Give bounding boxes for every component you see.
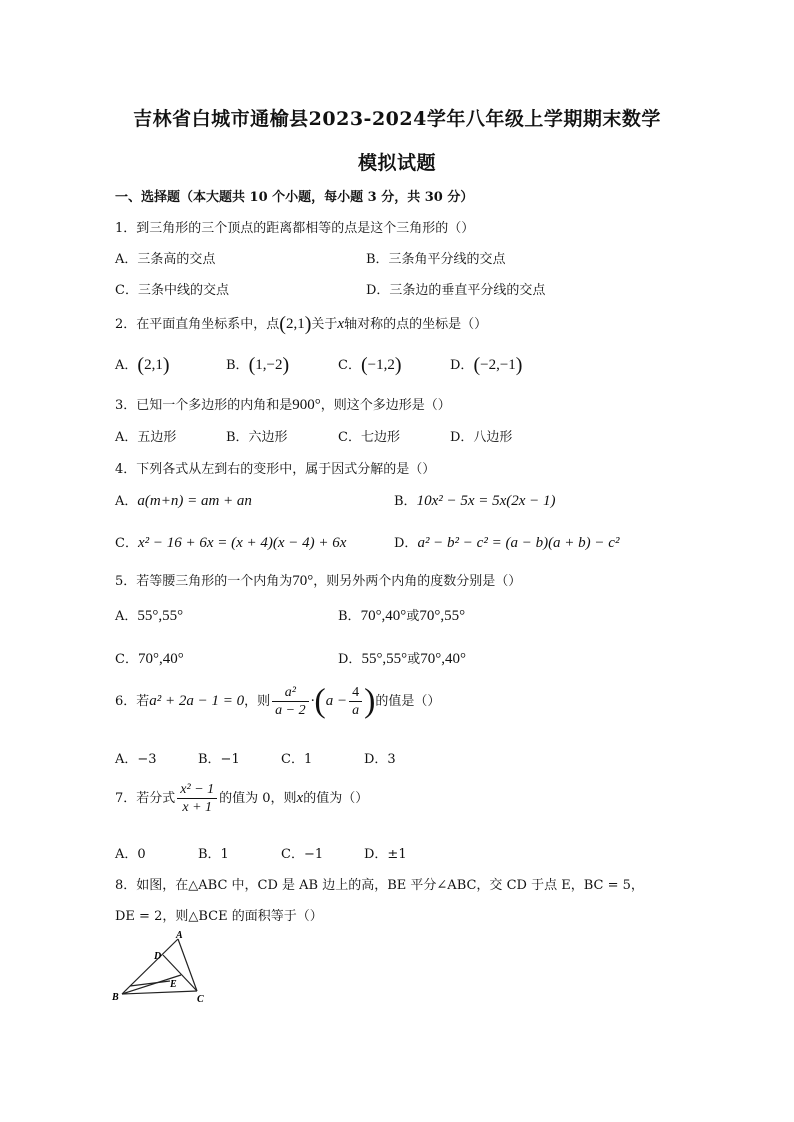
q5-option-c: C．70°,40° [115, 651, 184, 667]
q2-stem-end: 轴对称的点的坐标是（） [344, 317, 488, 332]
q5-option-d: D．55°,55°或70°,40° [338, 651, 466, 667]
q6-option-a: A．−3 [115, 752, 157, 767]
q6-option-d: D．3 [364, 752, 396, 767]
q3-option-a: A．五边形 [115, 430, 177, 445]
q2-option-b: B．(1,−2) [226, 354, 290, 376]
q2-stem-pre: 2．在平面直角坐标系中，点 [115, 317, 280, 332]
q1-option-d: D．三条边的垂直平分线的交点 [366, 283, 546, 298]
label-a: A [176, 930, 183, 941]
q8-triangle-figure [110, 928, 220, 1008]
q1-option-a: A．三条高的交点 [115, 252, 216, 267]
q3-option-d: D．八边形 [450, 430, 513, 445]
doc-title-line2: 模拟试题 [357, 152, 436, 174]
q1-option-b: B．三条角平分线的交点 [366, 252, 506, 267]
q7-option-d: D．±1 [364, 847, 407, 862]
q2-point: (2,1) [279, 313, 312, 335]
q2-option-a: A．(2,1) [115, 354, 170, 376]
q6-inner-fraction: $\frac{4}{a}$ [349, 684, 362, 719]
q2-stem [115, 313, 487, 336]
q7-option-b: B．1 [198, 847, 229, 862]
q5-option-b: B．70°,40°或70°,55° [338, 608, 466, 624]
q4-option-c: C．x² − 16 + 6x = (x + 4)(x − 4) + 6x [115, 535, 347, 551]
q5-option-a: A．55°,55° [115, 608, 184, 624]
q1-stem: 1．到三角形的三个顶点的距离都相等的点是这个三角形的（） [115, 221, 475, 236]
label-b: B [112, 992, 119, 1003]
q2-var: x [337, 316, 345, 332]
section-heading: 一、选择题（本大题共 10 个小题，每小题 3 分，共 30 分） [115, 190, 474, 205]
q6-option-c: C．1 [281, 752, 313, 767]
q6-fraction: $\frac{\text{a²}}{a - 2}$ [272, 684, 308, 719]
q7-option-a: A．0 [115, 847, 146, 862]
label-c: C [197, 994, 204, 1005]
q3-option-b: B．六边形 [226, 430, 288, 445]
q4-stem: 4．下列各式从左到右的变形中，属于因式分解的是（） [115, 462, 436, 477]
segment-bc [122, 991, 197, 994]
q2-option-d: D．(−2,−1) [450, 354, 523, 376]
q4-option-d: D．a² − b² − c² = (a − b)(a + b) − c² [394, 535, 620, 551]
q7-option-c: C．−1 [281, 847, 324, 862]
q8-stem-line2: DE = 2，则△BCE 的面积等于（） [115, 909, 323, 924]
segment-cd [163, 955, 197, 991]
q2-option-c: C．(−1,2) [338, 354, 402, 376]
segment-ac [178, 939, 197, 991]
q4-option-b: B．10x² − 5x = 5x(2x − 1) [394, 493, 556, 509]
q7-stem: 7．若分式 $\frac{\text{x² − 1}}{x + 1}$ 的值为 0，则x的值为（） [115, 782, 369, 815]
label-e: E [170, 979, 177, 990]
doc-title-line1: 吉林省白城市通榆县2023-2024学年八年级上学期期末数学 [133, 108, 661, 130]
q8-stem-line1: 8．如图，在△ABC 中，CD 是 AB 边上的高，BE 平分∠ABC，交 CD 于点 E，BC = 5， [115, 878, 644, 893]
q5-stem: 5．若等腰三角形的一个内角为70°，则另外两个内角的度数分别是（） [115, 573, 522, 589]
q1-option-c: C．三条中线的交点 [115, 283, 229, 298]
q2-stem-post: 关于 [311, 317, 338, 332]
q6-stem: 6．若a² + 2a − 1 = 0，则 $\frac{\text{a²}}{a - 2}$ ·(a − $\frac{4}{a}$ )的值是（） [115, 682, 441, 720]
q7-fraction: $\frac{\text{x² − 1}}{x + 1}$ [177, 781, 217, 816]
q4-option-a: A．a(m+n) = am + an [115, 493, 252, 509]
q3-stem: 3．已知一个多边形的内角和是900°，则这个多边形是（） [115, 397, 451, 413]
label-d: D [154, 951, 162, 962]
q6-option-b: B．−1 [198, 752, 240, 767]
q3-option-c: C．七边形 [338, 430, 400, 445]
